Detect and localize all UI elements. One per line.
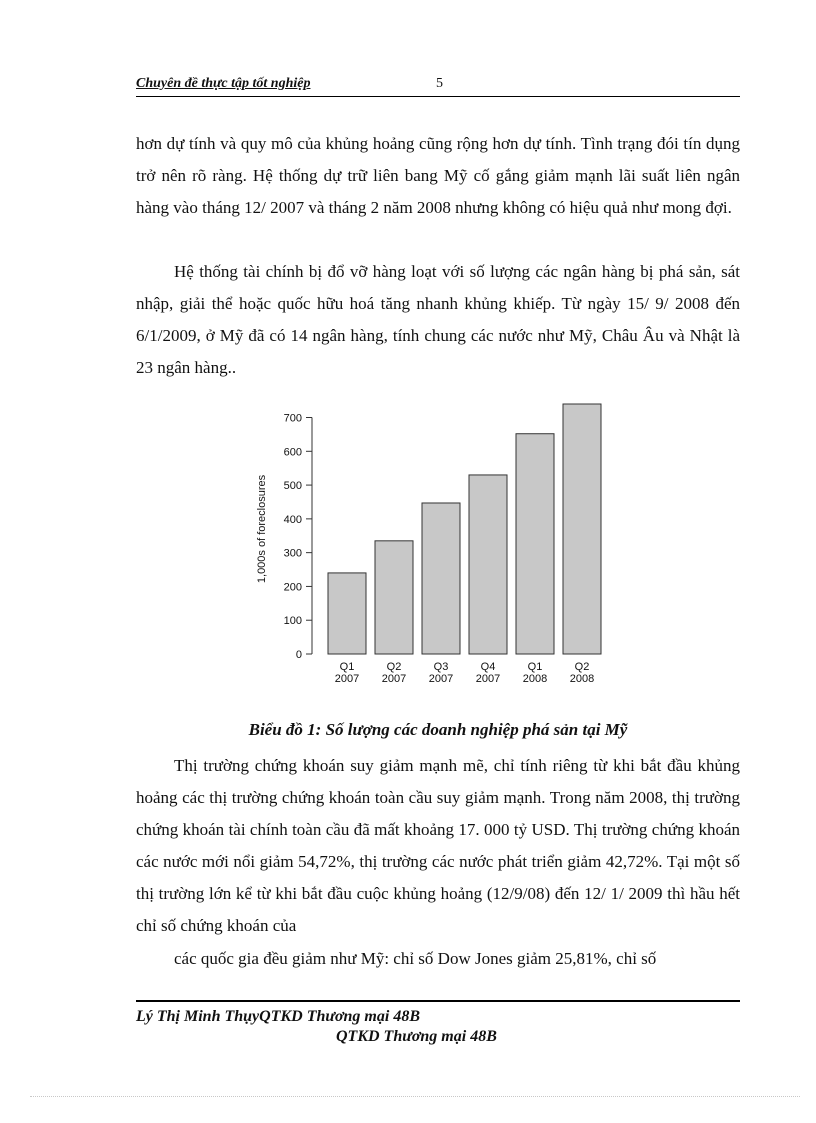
foreclosure-bar-chart — [246, 384, 616, 694]
x-tick-label: 2008 — [569, 673, 595, 685]
x-tick-label: Q2 — [574, 661, 590, 673]
paragraph-1: hơn dự tính và quy mô của khủng hoảng cũng rộng hơn dự tính. Tình trạng đói tín dụng trở nên rõ ràng. Hệ thống dự trữ liên bang Mỹ cố gắng giảm mạnh lãi suất liên ngân hàng vào tháng 12/ 2007 và tháng 2 năm 2008 nhưng không có hiệu quả như mong đợi. — [136, 134, 740, 217]
y-tick-label: 100 — [283, 615, 302, 628]
footer-author: Lý Thị Minh ThụyQTKD Thương mại 48B — [136, 1008, 420, 1025]
x-tick-label: 2007 — [428, 673, 454, 685]
y-tick-label: 300 — [283, 547, 302, 560]
bar — [516, 434, 554, 654]
x-tick-label: 2008 — [522, 673, 548, 685]
footer-class: QTKD Thương mại 48B — [336, 1028, 497, 1045]
bar — [328, 573, 366, 654]
y-tick-label: 500 — [283, 480, 302, 493]
y-tick-label: 600 — [283, 446, 302, 459]
page-edge-divider — [30, 1096, 800, 1097]
x-tick-label: 2007 — [475, 673, 501, 685]
y-tick-label: 700 — [283, 412, 302, 425]
x-tick-label: Q1 — [339, 661, 355, 673]
header-title: Chuyên đề thực tập tốt nghiệp — [136, 76, 311, 91]
x-tick-label: Q4 — [480, 661, 496, 673]
bar — [375, 541, 413, 654]
y-tick-label: 200 — [283, 581, 302, 594]
page-number: 5 — [436, 76, 443, 91]
y-axis-title: 1,000s of foreclosures — [256, 474, 268, 584]
paragraph-4: các quốc gia đều giảm như Mỹ: chỉ số Dow Jones giảm 25,81%, chỉ số — [174, 949, 657, 968]
x-tick-label: Q1 — [527, 661, 543, 673]
paragraph-2: Hệ thống tài chính bị đổ vỡ hàng loạt với số lượng các ngân hàng bị phá sản, sát nhập, giải thể hoặc quốc hữu hoá tăng nhanh khủng khiếp. Từ ngày 15/ 9/ 2008 đến 6/1/2009, ở Mỹ đã có 14 ngân hàng, tính chung các nước như Mỹ, Châu Âu và Nhật là 23 ngân hàng.. — [136, 262, 740, 377]
x-tick-label: Q3 — [433, 661, 449, 673]
x-tick-label: 2007 — [334, 673, 360, 685]
x-tick-label: Q2 — [386, 661, 402, 673]
bar — [469, 475, 507, 654]
footer-rule — [136, 1000, 740, 1002]
paragraph-3: Thị trường chứng khoán suy giảm mạnh mẽ, chỉ tính riêng từ khi bắt đầu khủng hoảng các thị trường chứng khoán toàn cầu suy giảm mạnh. Trong năm 2008, thị trường chứng khoán tài chính toàn cầu đã mất khoảng 17. 000 tỷ USD. Thị trường chứng khoán các nước mới nổi giảm 54,72%, thị trường các nước phát triển giảm 42,72%. Tại một số thị trường lớn kể từ khi bắt đầu cuộc khủng hoảng (12/9/08) đến 12/ 1/ 2009 thì hầu hết chỉ số chứng khoán của — [136, 756, 740, 935]
bar — [422, 503, 460, 654]
bar — [563, 404, 601, 654]
chart-caption: Biểu đồ 1: Số lượng các doanh nghiệp phá sản tại Mỹ — [248, 720, 628, 739]
page-header — [136, 76, 740, 97]
y-tick-label: 0 — [295, 649, 302, 661]
x-tick-label: 2007 — [381, 673, 407, 685]
y-tick-label: 400 — [283, 513, 302, 526]
